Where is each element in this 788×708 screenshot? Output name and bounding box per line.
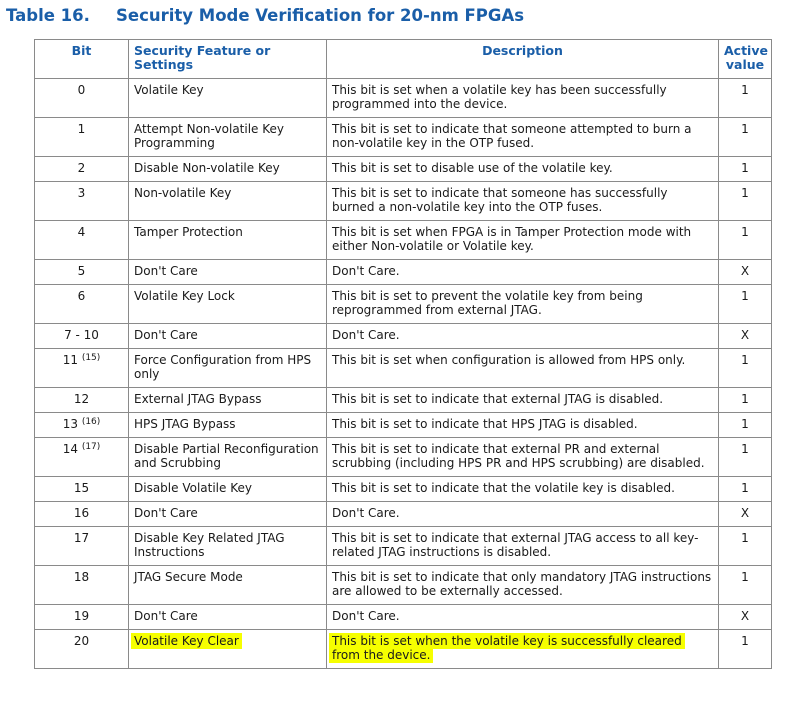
table-caption (6, 6, 524, 25)
cell-feature (129, 502, 327, 527)
cell-feature (129, 79, 327, 118)
cell-active-value: 1 (719, 285, 772, 324)
bit-number: 7 - 10 (64, 328, 99, 342)
cell-description (327, 477, 719, 502)
table-number: Table 16. (6, 6, 90, 25)
feature-text: Tamper Protection (134, 225, 243, 239)
description-text: This bit is set when configuration is allowed from HPS only. (332, 353, 686, 367)
feature-text: Disable Key Related JTAG Instructions (134, 531, 285, 559)
cell-active-value: 1 (719, 118, 772, 157)
cell-description (327, 118, 719, 157)
cell-active-value: X (719, 260, 772, 285)
description-text: This bit is set to indicate that external PR and external scrubbing (including HPS PR and HPS scrubbing) are disabled. (332, 442, 705, 470)
table-title: Security Mode Verification for 20-nm FPGAs (116, 6, 525, 25)
cell-active-value: X (719, 502, 772, 527)
bit-number: 16 (73, 506, 90, 520)
description-text: This bit is set to indicate that HPS JTAG is disabled. (332, 417, 638, 431)
cell-feature (129, 413, 327, 438)
bit-number: 18 (73, 570, 90, 584)
cell-description (327, 630, 719, 669)
bit-number: 3 (77, 186, 86, 200)
cell-description (327, 349, 719, 388)
bit-number: 11 (62, 353, 78, 367)
cell-feature (129, 566, 327, 605)
cell-active-value: 1 (719, 477, 772, 502)
cell-bit (35, 413, 129, 438)
description-text: This bit is set to indicate that external JTAG access to all key-related JTAG instructions is disabled. (332, 531, 699, 559)
table-row (35, 79, 772, 118)
footnote-ref[interactable]: (17) (81, 442, 101, 452)
bit-number: 14 (62, 442, 78, 456)
cell-bit (35, 605, 129, 630)
cell-bit (35, 566, 129, 605)
feature-text: Volatile Key (134, 83, 204, 97)
feature-text: HPS JTAG Bypass (134, 417, 236, 431)
cell-active-value: 1 (719, 349, 772, 388)
table-row (35, 605, 772, 630)
feature-text: Disable Volatile Key (134, 481, 252, 495)
cell-description (327, 388, 719, 413)
cell-feature (129, 605, 327, 630)
cell-description (327, 605, 719, 630)
cell-feature (129, 324, 327, 349)
bit-number: 6 (77, 289, 86, 303)
table-row (35, 260, 772, 285)
header-active-line1: Active (724, 43, 768, 58)
description-text: This bit is set to prevent the volatile key from being reprogrammed from external JTAG. (332, 289, 643, 317)
description-text: This bit is set to indicate that external JTAG is disabled. (332, 392, 664, 406)
cell-feature (129, 388, 327, 413)
feature-text: Disable Non-volatile Key (134, 161, 280, 175)
cell-active-value: 1 (719, 157, 772, 182)
cell-feature (129, 349, 327, 388)
cell-feature (129, 477, 327, 502)
header-description: Description (327, 40, 719, 79)
cell-description (327, 79, 719, 118)
table-row (35, 388, 772, 413)
cell-bit (35, 260, 129, 285)
cell-feature (129, 157, 327, 182)
cell-bit (35, 182, 129, 221)
feature-text: Force Configuration from HPS only (134, 353, 312, 381)
table-row (35, 502, 772, 527)
cell-feature (129, 438, 327, 477)
cell-description (327, 324, 719, 349)
table-row (35, 566, 772, 605)
description-text: This bit is set to indicate that only mandatory JTAG instructions are allowed to be externally accessed. (332, 570, 712, 598)
feature-text: Don't Care (134, 328, 198, 342)
table-row (35, 527, 772, 566)
cell-active-value: 1 (719, 413, 772, 438)
table-row (35, 413, 772, 438)
bit-number: 13 (62, 417, 78, 431)
header-bit: Bit (35, 40, 129, 79)
description-text: Don't Care. (332, 328, 400, 342)
cell-active-value: 1 (719, 527, 772, 566)
cell-bit (35, 324, 129, 349)
cell-active-value: 1 (719, 630, 772, 669)
cell-feature (129, 527, 327, 566)
description-text: This bit is set to indicate that someone has successfully burned a non-volatile key into the OTP fuses. (332, 186, 668, 214)
cell-active-value: 1 (719, 79, 772, 118)
table-row (35, 182, 772, 221)
cell-bit (35, 118, 129, 157)
cell-bit (35, 349, 129, 388)
cell-feature (129, 630, 327, 669)
bit-number: 5 (77, 264, 86, 278)
table-row (35, 118, 772, 157)
description-text: Don't Care. (332, 264, 400, 278)
description-text: This bit is set when the volatile key is successfully cleared from the device. (329, 633, 685, 663)
table-row (35, 157, 772, 182)
cell-description (327, 221, 719, 260)
cell-description (327, 502, 719, 527)
description-text: This bit is set to indicate that the volatile key is disabled. (332, 481, 675, 495)
description-text: Don't Care. (332, 609, 400, 623)
footnote-ref[interactable]: (16) (81, 417, 101, 427)
feature-text: Volatile Key Clear (131, 633, 242, 649)
feature-text: Volatile Key Lock (134, 289, 235, 303)
cell-description (327, 527, 719, 566)
cell-active-value: X (719, 605, 772, 630)
table-row (35, 438, 772, 477)
cell-feature (129, 285, 327, 324)
bit-number: 19 (73, 609, 90, 623)
description-text: This bit is set when a volatile key has been successfully programmed into the device. (332, 83, 667, 111)
cell-bit (35, 388, 129, 413)
cell-bit (35, 527, 129, 566)
cell-bit (35, 477, 129, 502)
cell-description (327, 285, 719, 324)
cell-active-value: 1 (719, 388, 772, 413)
cell-feature (129, 221, 327, 260)
cell-description (327, 260, 719, 285)
footnote-ref[interactable]: (15) (81, 353, 101, 363)
description-text: This bit is set to indicate that someone attempted to burn a non-volatile key in the OTP fused. (332, 122, 692, 150)
feature-text: Disable Partial Reconfiguration and Scrubbing (134, 442, 319, 470)
bit-number: 1 (77, 122, 86, 136)
feature-text: Don't Care (134, 506, 198, 520)
cell-active-value: 1 (719, 221, 772, 260)
header-active-line2: value (725, 57, 765, 72)
cell-bit (35, 438, 129, 477)
bit-number: 20 (73, 634, 90, 648)
cell-bit (35, 502, 129, 527)
feature-text: External JTAG Bypass (134, 392, 262, 406)
cell-active-value: 1 (719, 566, 772, 605)
header-active-value (719, 40, 772, 79)
header-row (35, 40, 772, 79)
cell-description (327, 182, 719, 221)
cell-bit (35, 221, 129, 260)
table-row (35, 477, 772, 502)
table-row (35, 285, 772, 324)
cell-description (327, 438, 719, 477)
feature-text: Attempt Non-volatile Key Programming (134, 122, 285, 150)
description-text: Don't Care. (332, 506, 400, 520)
bit-number: 2 (77, 161, 86, 175)
cell-description (327, 566, 719, 605)
table-row (35, 324, 772, 349)
cell-description (327, 157, 719, 182)
bit-number: 17 (73, 531, 90, 545)
cell-bit (35, 157, 129, 182)
description-text: This bit is set when FPGA is in Tamper Protection mode with either Non-volatile or Volatile key. (332, 225, 692, 253)
table-row (35, 630, 772, 669)
cell-description (327, 413, 719, 438)
table-row (35, 349, 772, 388)
feature-text: JTAG Secure Mode (134, 570, 243, 584)
cell-feature (129, 182, 327, 221)
cell-bit (35, 285, 129, 324)
security-mode-table (34, 39, 772, 669)
header-feature: Security Feature or Settings (129, 40, 327, 79)
table-row (35, 221, 772, 260)
feature-text: Non-volatile Key (134, 186, 232, 200)
cell-bit (35, 79, 129, 118)
cell-feature (129, 118, 327, 157)
cell-active-value: 1 (719, 438, 772, 477)
feature-text: Don't Care (134, 264, 198, 278)
cell-feature (129, 260, 327, 285)
bit-number: 15 (73, 481, 90, 495)
bit-number: 4 (77, 225, 86, 239)
cell-active-value: X (719, 324, 772, 349)
cell-active-value: 1 (719, 182, 772, 221)
bit-number: 0 (77, 83, 86, 97)
description-text: This bit is set to disable use of the volatile key. (332, 161, 613, 175)
feature-text: Don't Care (134, 609, 198, 623)
bit-number: 12 (73, 392, 90, 406)
cell-bit (35, 630, 129, 669)
